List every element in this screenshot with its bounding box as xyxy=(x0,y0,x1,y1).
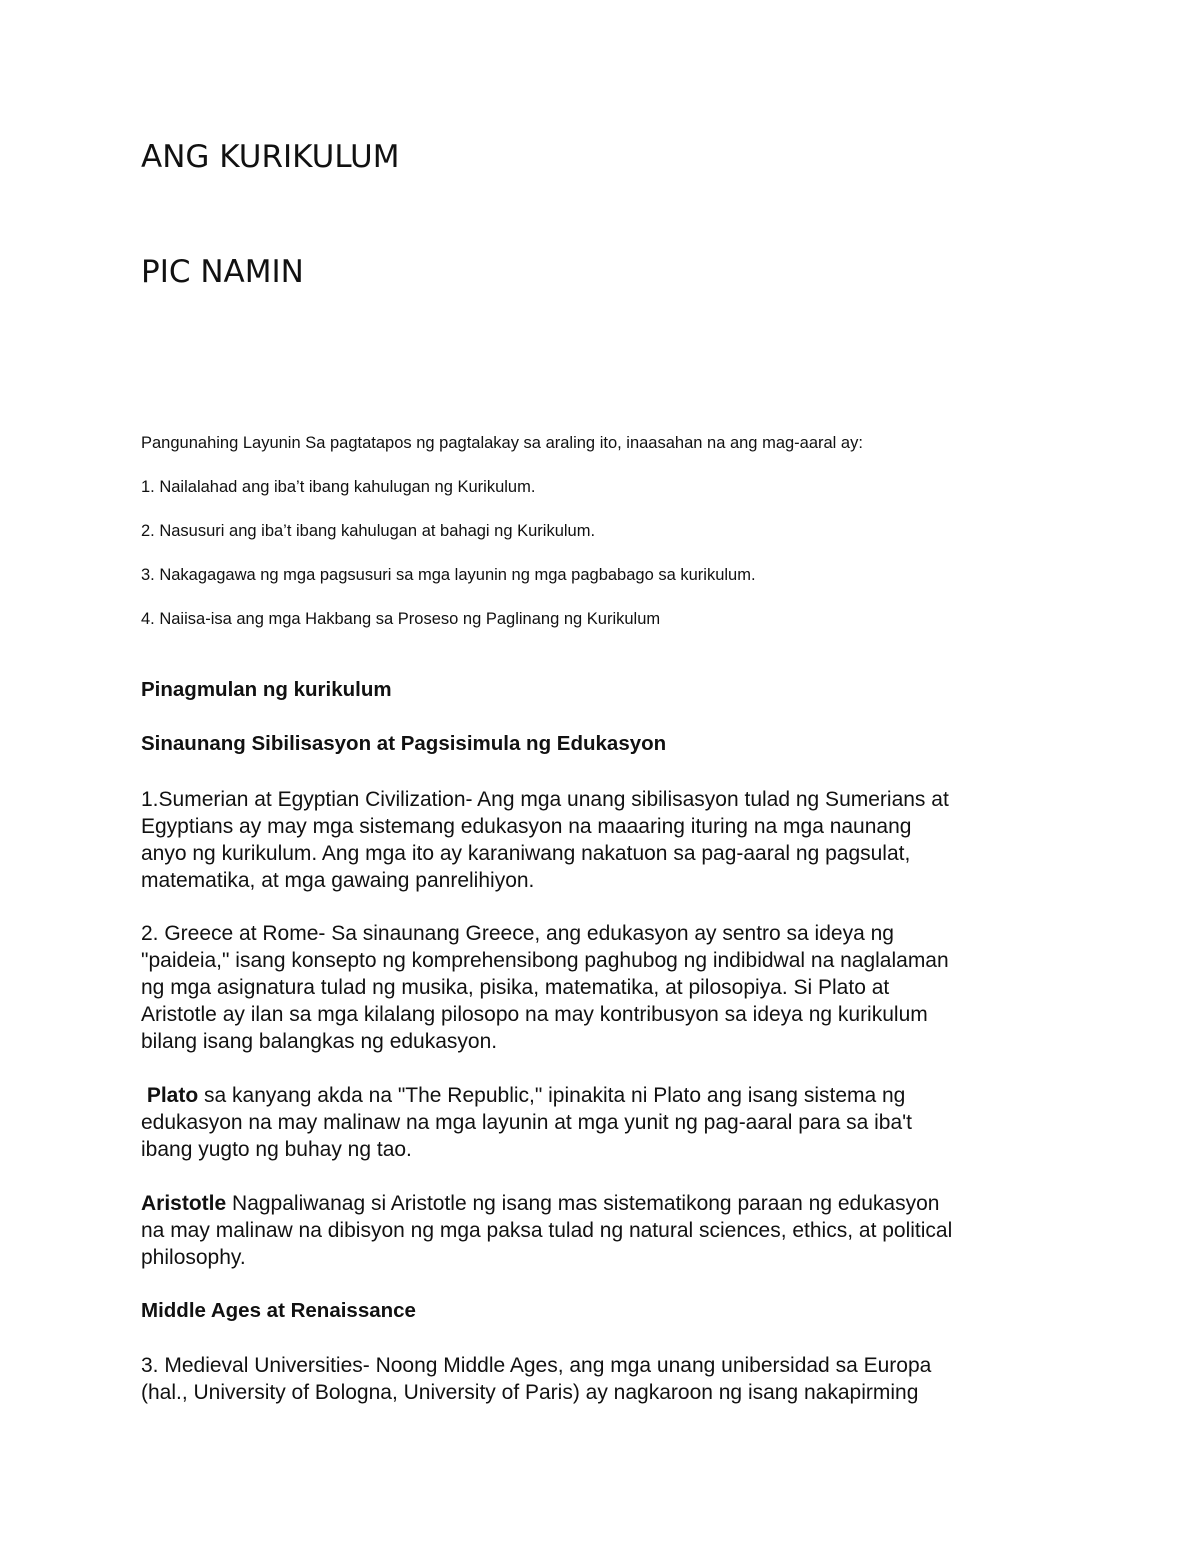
document-title: ANG KURIKULUM xyxy=(141,139,400,175)
objective-item-1: 1. Nailalahad ang iba’t ibang kahulugan ng Kurikulum. xyxy=(141,478,536,496)
paragraph-line: ng mga asignatura tulad ng musika, pisika, matematika, at pilosopiya. Si Plato at xyxy=(141,976,890,999)
objectives-intro: Pangunahing Layunin Sa pagtatapos ng pagtalakay sa araling ito, inaasahan na ang mag-aaral ay: xyxy=(141,434,863,452)
section-heading-pinagmulan: Pinagmulan ng kurikulum xyxy=(141,678,392,701)
paragraph-line: 1.Sumerian at Egyptian Civilization- Ang mga unang sibilisasyon tulad ng Sumerians at xyxy=(141,788,949,811)
paragraph-aristotle xyxy=(141,1190,1081,1271)
aristotle-name: Aristotle xyxy=(141,1192,227,1215)
document-subtitle: PIC NAMIN xyxy=(141,254,304,290)
paragraph-line: edukasyon na may malinaw na mga layunin at mga yunit ng pag-aaral para sa iba't xyxy=(141,1111,912,1134)
paragraph-line: matematika, at mga gawaing panrelihiyon. xyxy=(141,869,535,892)
aristotle-text: Nagpaliwanag si Aristotle ng isang mas sistematikong paraan ng edukasyon xyxy=(226,1192,940,1215)
section-heading-middle-ages: Middle Ages at Renaissance xyxy=(141,1299,416,1322)
paragraph-line: na may malinaw na dibisyon ng mga paksa tulad ng natural sciences, ethics, at political xyxy=(141,1219,953,1242)
paragraph-line: anyo ng kurikulum. Ang mga ito ay karaniwang nakatuon sa pag-aaral ng pagsulat, xyxy=(141,842,911,865)
paragraph-sumerian xyxy=(141,786,1081,894)
plato-name: Plato xyxy=(146,1084,199,1107)
paragraph-line: ibang yugto ng buhay ng tao. xyxy=(141,1138,412,1161)
plato-text: sa kanyang akda na "The Republic," ipinakita ni Plato ang isang sistema ng xyxy=(198,1084,906,1107)
objective-item-3: 3. Nakagagawa ng mga pagsusuri sa mga layunin ng mga pagbabago sa kurikulum. xyxy=(141,566,756,584)
objective-item-4: 4. Naiisa-isa ang mga Hakbang sa Proseso ng Paglinang ng Kurikulum xyxy=(141,610,661,628)
objective-item-2: 2. Nasusuri ang iba’t ibang kahulugan at bahagi ng Kurikulum. xyxy=(141,522,596,540)
paragraph-greece-rome xyxy=(141,920,1081,1055)
paragraph-line: bilang isang balangkas ng edukasyon. xyxy=(141,1030,498,1053)
paragraph-medieval xyxy=(141,1352,1081,1406)
paragraph-line: Egyptians ay may mga sistemang edukasyon na maaaring ituring na mga naunang xyxy=(141,815,912,838)
paragraph-line xyxy=(141,1190,1081,1217)
paragraph-line xyxy=(141,1082,1081,1109)
paragraph-line: 3. Medieval Universities- Noong Middle Ages, ang mga unang unibersidad sa Europa xyxy=(141,1354,932,1377)
paragraph-line: (hal., University of Bologna, University of Paris) ay nagkaroon ng isang nakapirming xyxy=(141,1381,919,1404)
paragraph-line: 2. Greece at Rome- Sa sinaunang Greece, ang edukasyon ay sentro sa ideya ng xyxy=(141,922,894,945)
paragraph-line: philosophy. xyxy=(141,1246,246,1269)
paragraph-line: "paideia," isang konsepto ng komprehensibong paghubog ng indibidwal na naglalaman xyxy=(141,949,949,972)
paragraph-plato xyxy=(141,1082,1081,1163)
paragraph-line: Aristotle ay ilan sa mga kilalang pilosopo na may kontribusyon sa ideya ng kurikulum xyxy=(141,1003,928,1026)
section-heading-sinaunang: Sinaunang Sibilisasyon at Pagsisimula ng Edukasyon xyxy=(141,732,667,755)
